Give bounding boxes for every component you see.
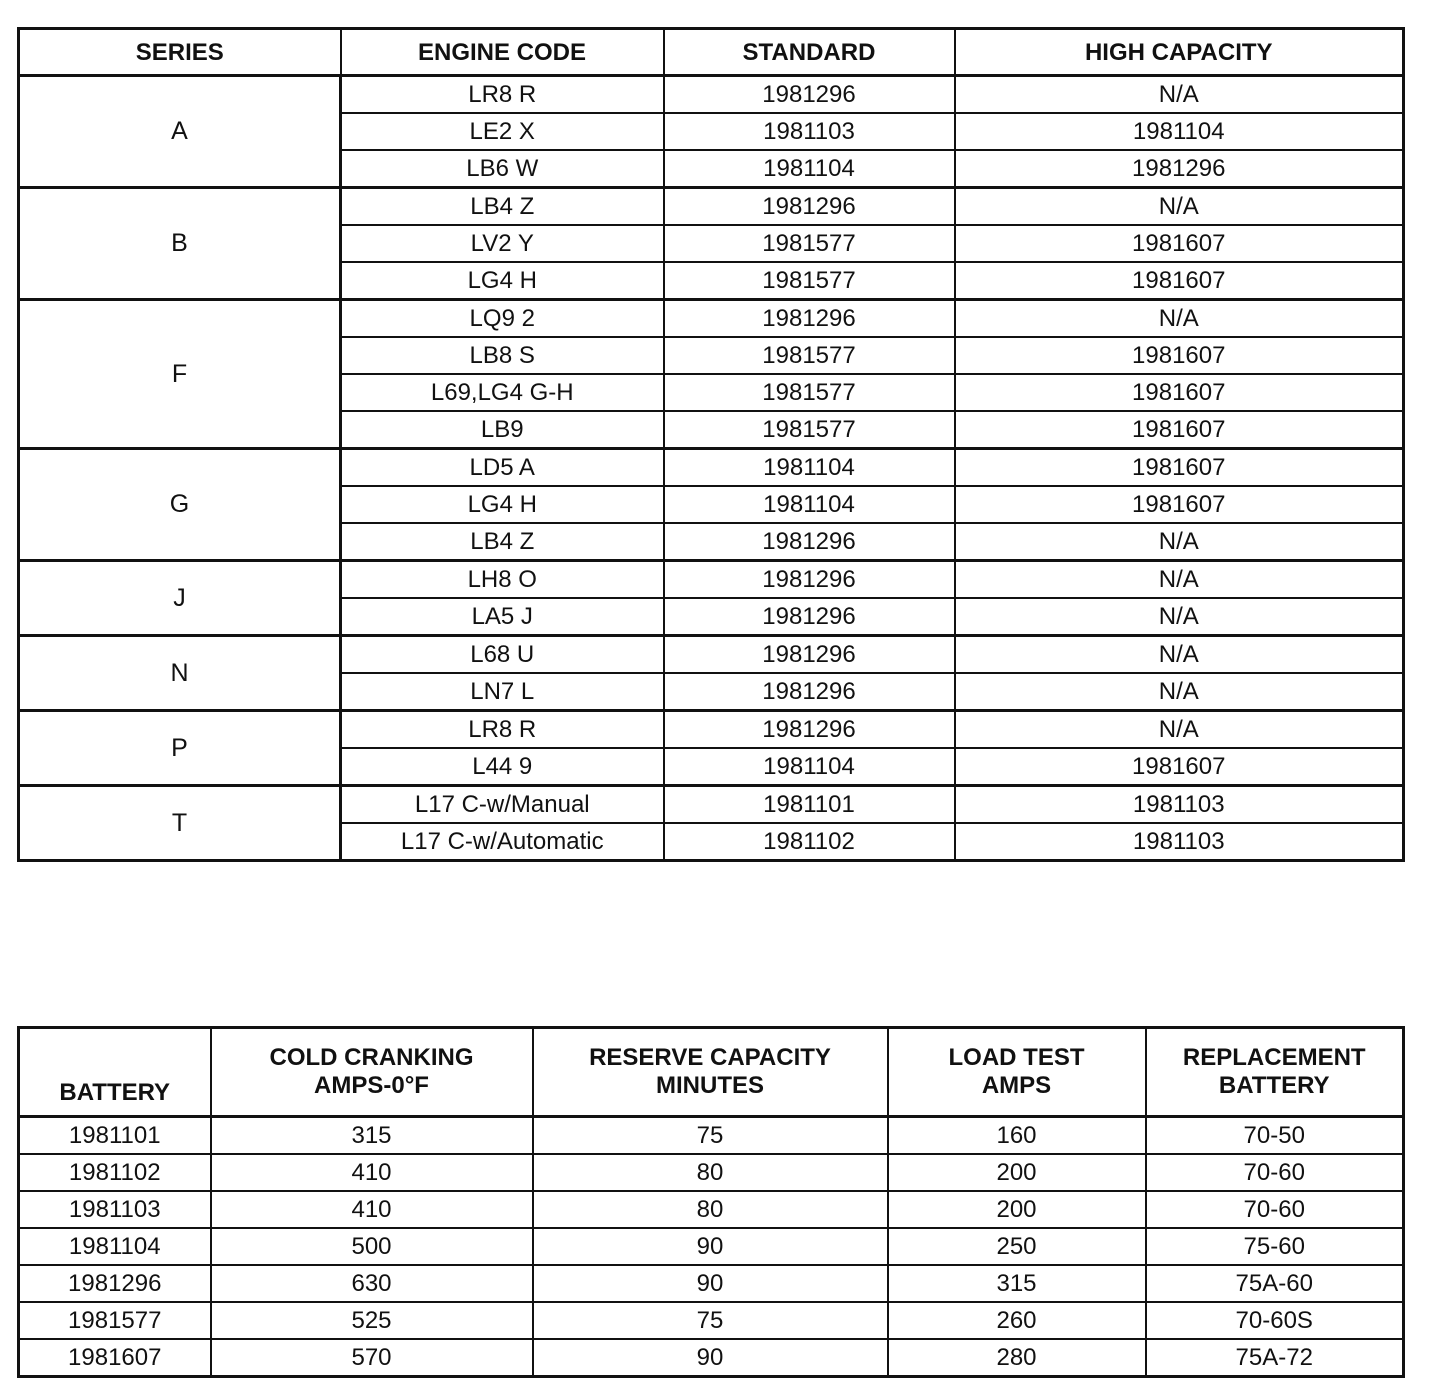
engine-code-cell: LD5 A [341, 449, 664, 487]
engine-code-cell: L44 9 [341, 748, 664, 786]
high-capacity-battery-cell: N/A [955, 300, 1404, 338]
reserve-capacity-cell: 75 [533, 1302, 888, 1339]
engine-battery-application-table [17, 27, 1405, 862]
engine-code-cell: LA5 J [341, 598, 664, 636]
table-row [19, 1339, 1404, 1377]
engine-code-cell: LN7 L [341, 673, 664, 711]
header-line: RESERVE CAPACITY [589, 1044, 831, 1071]
cold-cranking-amps-cell: 410 [211, 1154, 533, 1191]
series-cell: B [19, 188, 341, 300]
reserve-capacity-cell: 90 [533, 1265, 888, 1302]
cold-cranking-amps-cell: 410 [211, 1191, 533, 1228]
engine-code-cell: LV2 Y [341, 225, 664, 262]
load-test-amps-cell: 200 [888, 1154, 1146, 1191]
standard-battery-cell: 1981577 [664, 374, 955, 411]
standard-battery-cell: 1981577 [664, 411, 955, 449]
series-cell: G [19, 449, 341, 561]
high-capacity-battery-cell: 1981607 [955, 486, 1404, 523]
header-reserve-capacity-minutes [533, 1028, 888, 1117]
table-header-row [19, 1028, 1404, 1117]
engine-code-cell: LR8 R [341, 76, 664, 114]
table-row [19, 561, 1404, 599]
table-row [19, 449, 1404, 487]
series-cell: A [19, 76, 341, 188]
engine-code-cell: LB4 Z [341, 188, 664, 226]
table-row [19, 1191, 1404, 1228]
standard-battery-cell: 1981296 [664, 188, 955, 226]
cold-cranking-amps-cell: 630 [211, 1265, 533, 1302]
engine-code-cell: LG4 H [341, 262, 664, 300]
battery-cell: 1981102 [19, 1154, 211, 1191]
battery-cell: 1981577 [19, 1302, 211, 1339]
replacement-battery-cell: 75A-72 [1146, 1339, 1404, 1377]
header-battery [19, 1028, 211, 1117]
engine-code-cell: LH8 O [341, 561, 664, 599]
load-test-amps-cell: 260 [888, 1302, 1146, 1339]
replacement-battery-cell: 75-60 [1146, 1228, 1404, 1265]
high-capacity-battery-cell: 1981296 [955, 150, 1404, 188]
engine-code-cell: LB9 [341, 411, 664, 449]
header-cold-cranking-amps [211, 1028, 533, 1117]
high-capacity-battery-cell: 1981103 [955, 823, 1404, 861]
engine-code-cell: L17 C-w/Manual [341, 786, 664, 824]
header-line: AMPS [981, 1072, 1052, 1099]
header-line: AMPS-0°F [314, 1072, 429, 1099]
table-body [19, 76, 1404, 861]
standard-battery-cell: 1981103 [664, 113, 955, 150]
header-line: MINUTES [656, 1072, 764, 1099]
battery-cell: 1981104 [19, 1228, 211, 1265]
engine-code-cell: LB6 W [341, 150, 664, 188]
standard-battery-cell: 1981101 [664, 786, 955, 824]
series-cell: T [19, 786, 341, 861]
high-capacity-battery-cell: 1981607 [955, 411, 1404, 449]
standard-battery-cell: 1981296 [664, 636, 955, 674]
high-capacity-battery-cell: N/A [955, 188, 1404, 226]
engine-code-cell: LB8 S [341, 337, 664, 374]
table-row [19, 1265, 1404, 1302]
high-capacity-battery-cell: N/A [955, 561, 1404, 599]
table-row [19, 1228, 1404, 1265]
load-test-amps-cell: 200 [888, 1191, 1146, 1228]
table-row [19, 188, 1404, 226]
battery-cell: 1981103 [19, 1191, 211, 1228]
high-capacity-battery-cell: N/A [955, 598, 1404, 636]
cold-cranking-amps-cell: 525 [211, 1302, 533, 1339]
high-capacity-battery-cell: N/A [955, 76, 1404, 114]
high-capacity-battery-cell: 1981607 [955, 748, 1404, 786]
standard-battery-cell: 1981104 [664, 748, 955, 786]
standard-battery-cell: 1981296 [664, 523, 955, 561]
replacement-battery-cell: 70-60 [1146, 1154, 1404, 1191]
series-cell: P [19, 711, 341, 786]
table-row [19, 636, 1404, 674]
series-cell: N [19, 636, 341, 711]
battery-cell: 1981607 [19, 1339, 211, 1377]
standard-battery-cell: 1981296 [664, 711, 955, 749]
high-capacity-battery-cell: N/A [955, 523, 1404, 561]
standard-battery-cell: 1981296 [664, 673, 955, 711]
engine-code-cell: L17 C-w/Automatic [341, 823, 664, 861]
reserve-capacity-cell: 75 [533, 1117, 888, 1155]
table-body [19, 1117, 1404, 1377]
standard-battery-cell: 1981577 [664, 262, 955, 300]
header-engine-code: ENGINE CODE [341, 29, 664, 76]
load-test-amps-cell: 250 [888, 1228, 1146, 1265]
header-replacement-battery [1146, 1028, 1404, 1117]
high-capacity-battery-cell: 1981607 [955, 449, 1404, 487]
header-line: REPLACEMENT [1182, 1044, 1366, 1071]
engine-code-cell: LG4 H [341, 486, 664, 523]
reserve-capacity-cell: 80 [533, 1191, 888, 1228]
header-series: SERIES [19, 29, 341, 76]
standard-battery-cell: 1981104 [664, 486, 955, 523]
table-row [19, 300, 1404, 338]
header-line: BATTERY [1218, 1072, 1330, 1099]
table-row [19, 1302, 1404, 1339]
engine-code-cell: L69,LG4 G-H [341, 374, 664, 411]
replacement-battery-cell: 70-60S [1146, 1302, 1404, 1339]
table-row [19, 711, 1404, 749]
high-capacity-battery-cell: N/A [955, 636, 1404, 674]
header-standard: STANDARD [664, 29, 955, 76]
battery-cell: 1981101 [19, 1117, 211, 1155]
header-line: COLD CRANKING [269, 1044, 474, 1071]
engine-code-cell: LB4 Z [341, 523, 664, 561]
cold-cranking-amps-cell: 570 [211, 1339, 533, 1377]
replacement-battery-cell: 70-50 [1146, 1117, 1404, 1155]
standard-battery-cell: 1981296 [664, 76, 955, 114]
header-load-test-amps [888, 1028, 1146, 1117]
standard-battery-cell: 1981577 [664, 337, 955, 374]
battery-specifications-table [17, 1026, 1405, 1378]
standard-battery-cell: 1981296 [664, 561, 955, 599]
standard-battery-cell: 1981104 [664, 449, 955, 487]
replacement-battery-cell: 70-60 [1146, 1191, 1404, 1228]
table-row [19, 786, 1404, 824]
high-capacity-battery-cell: 1981607 [955, 337, 1404, 374]
header-line: LOAD TEST [948, 1044, 1085, 1071]
table-row [19, 76, 1404, 114]
high-capacity-battery-cell: N/A [955, 673, 1404, 711]
table-row [19, 1117, 1404, 1155]
engine-code-cell: LR8 R [341, 711, 664, 749]
header-high-capacity: HIGH CAPACITY [955, 29, 1404, 76]
load-test-amps-cell: 160 [888, 1117, 1146, 1155]
high-capacity-battery-cell: 1981607 [955, 262, 1404, 300]
table-header-row [19, 29, 1404, 76]
load-test-amps-cell: 315 [888, 1265, 1146, 1302]
high-capacity-battery-cell: 1981607 [955, 225, 1404, 262]
standard-battery-cell: 1981577 [664, 225, 955, 262]
reserve-capacity-cell: 90 [533, 1228, 888, 1265]
battery-cell: 1981296 [19, 1265, 211, 1302]
standard-battery-cell: 1981296 [664, 300, 955, 338]
high-capacity-battery-cell: 1981607 [955, 374, 1404, 411]
high-capacity-battery-cell: 1981104 [955, 113, 1404, 150]
table-row [19, 1154, 1404, 1191]
load-test-amps-cell: 280 [888, 1339, 1146, 1377]
reserve-capacity-cell: 90 [533, 1339, 888, 1377]
high-capacity-battery-cell: 1981103 [955, 786, 1404, 824]
series-cell: F [19, 300, 341, 449]
series-cell: J [19, 561, 341, 636]
engine-code-cell: LE2 X [341, 113, 664, 150]
engine-code-cell: L68 U [341, 636, 664, 674]
header-line: BATTERY [59, 1079, 171, 1106]
reserve-capacity-cell: 80 [533, 1154, 888, 1191]
engine-code-cell: LQ9 2 [341, 300, 664, 338]
standard-battery-cell: 1981104 [664, 150, 955, 188]
standard-battery-cell: 1981102 [664, 823, 955, 861]
replacement-battery-cell: 75A-60 [1146, 1265, 1404, 1302]
cold-cranking-amps-cell: 315 [211, 1117, 533, 1155]
standard-battery-cell: 1981296 [664, 598, 955, 636]
high-capacity-battery-cell: N/A [955, 711, 1404, 749]
cold-cranking-amps-cell: 500 [211, 1228, 533, 1265]
